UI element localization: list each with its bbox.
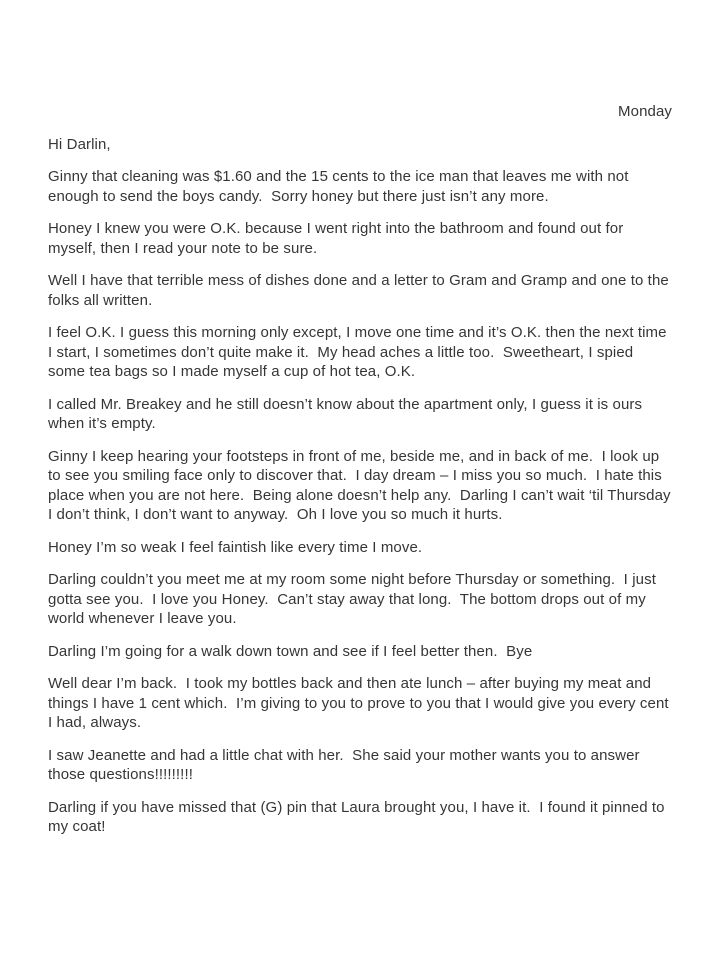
- letter-paragraph: Well I have that terrible mess of dishes done and a letter to Gram and Gramp and one to the folks all written.: [48, 272, 674, 309]
- letter-paragraph: Darling if you have missed that (G) pin that Laura brought you, I have it. I found it pinned to my coat!: [48, 798, 669, 835]
- letter-paragraph: I called Mr. Breakey and he still doesn’t know about the apartment only, I guess it is ours when it’s empty.: [48, 395, 647, 432]
- letter-paragraph: Well dear I’m back. I took my bottles back and then ate lunch – after buying my meat and things I have 1 cent which. I’m giving to you to prove to you that I would give you every cent I had, always.: [48, 675, 673, 731]
- letter-paragraph: Honey I’m so weak I feel faintish like every time I move.: [48, 538, 423, 556]
- letter-paragraph: I saw Jeanette and had a little chat with her. She said your mother wants you to answer those questions!!!!!!!!!: [48, 746, 644, 783]
- letter-paragraph: I feel O.K. I guess this morning only except, I move one time and it’s O.K. then the next time I start, I sometimes don’t quite make it. My head aches a little too. Sweetheart, I spied some tea bags so I made myself a cup of hot tea, O.K.: [48, 324, 671, 380]
- letter-body: [48, 167, 675, 837]
- letter-date: Monday: [618, 103, 672, 120]
- letter-paragraph: Ginny I keep hearing your footsteps in front of me, beside me, and in back of me. I look up to see you smiling face only to discover that. I day dream – I miss you so much. I hate this place when you are not here. Being alone doesn’t help any. Darling I can’t wait ‘til Thursday I don’t think, I don’t want to anyway. Oh I love you so much it hurts.: [48, 447, 675, 523]
- letter-paragraph: Honey I knew you were O.K. because I went right into the bathroom and found out for myself, then I read your note to be sure.: [48, 220, 628, 257]
- letter-paragraph: Ginny that cleaning was $1.60 and the 15 cents to the ice man that leaves me with not enough to send the boys candy. Sorry honey but there just isn’t any more.: [48, 168, 633, 205]
- letter-paragraph: Darling couldn’t you meet me at my room some night before Thursday or something. I just gotta see you. I love you Honey. Can’t stay away that long. The bottom drops out of my world whenever I leave you.: [48, 571, 661, 627]
- letter-salutation: Hi Darlin,: [48, 135, 111, 153]
- letter-paragraph: Darling I’m going for a walk down town and see if I feel better then. Bye: [48, 642, 533, 660]
